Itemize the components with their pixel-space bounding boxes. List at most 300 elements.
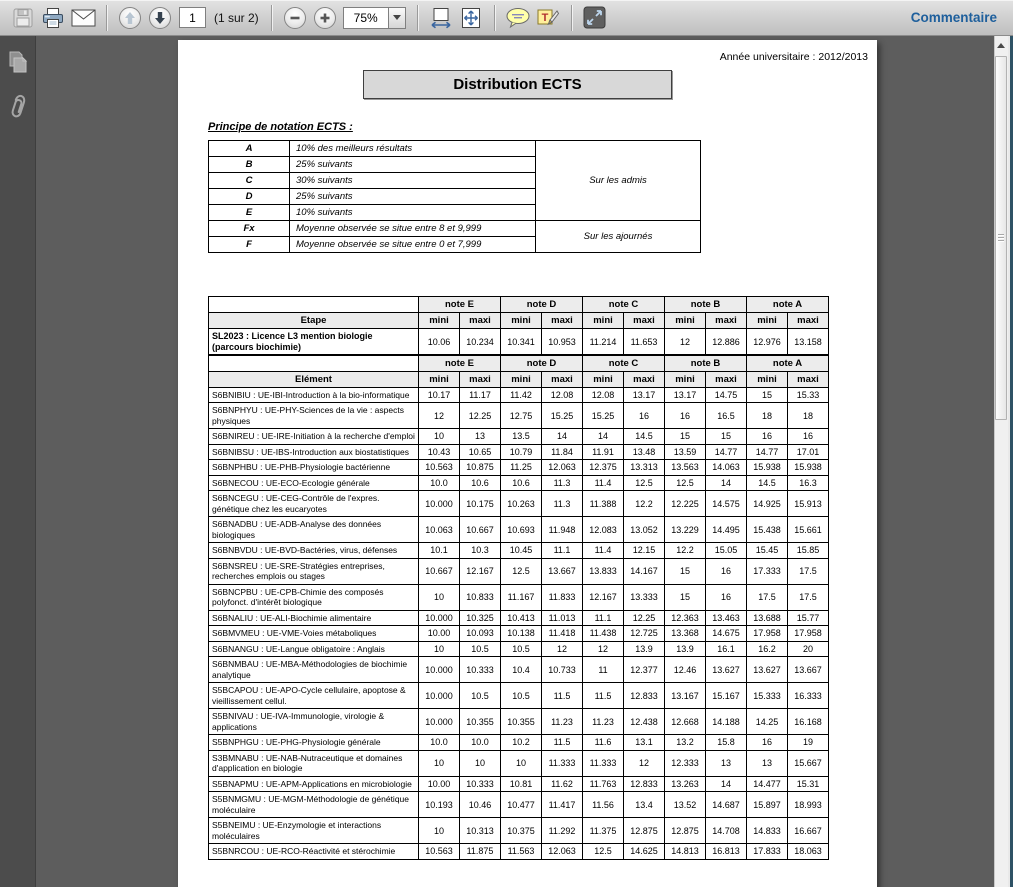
grade-value-cell: 13.2 bbox=[665, 735, 706, 751]
blank-cell bbox=[209, 355, 419, 371]
grade-value-cell: 12.25 bbox=[624, 610, 665, 626]
grade-value-cell: 11.292 bbox=[542, 818, 583, 844]
grade-value-cell: 10 bbox=[419, 429, 460, 445]
grade-value-cell: 11.23 bbox=[542, 709, 583, 735]
print-button[interactable] bbox=[40, 4, 66, 32]
page-thumbnails-button[interactable] bbox=[0, 46, 36, 80]
grade-value-cell: 15.897 bbox=[747, 792, 788, 818]
grade-letter: Fx bbox=[209, 221, 290, 237]
grade-value-cell: 11.1 bbox=[583, 610, 624, 626]
maxi-header: maxi bbox=[624, 371, 665, 387]
grade-value-cell: 15.938 bbox=[788, 460, 829, 476]
grade-value-cell: 11.653 bbox=[624, 329, 665, 356]
grade-value-cell: 11.333 bbox=[583, 750, 624, 776]
grade-value-cell: 12 bbox=[583, 641, 624, 657]
grade-value-cell: 14.477 bbox=[747, 776, 788, 792]
element-label: S6BNIREU : UE-IRE-Initiation à la recherche d'emploi bbox=[209, 429, 419, 445]
grade-value-cell: 10 bbox=[419, 641, 460, 657]
grade-value-cell: 10.5 bbox=[501, 641, 542, 657]
grade-value-cell: 16.3 bbox=[788, 475, 829, 491]
maxi-header: maxi bbox=[542, 313, 583, 329]
element-row bbox=[209, 709, 829, 735]
grade-value-cell: 15 bbox=[706, 429, 747, 445]
grade-value-cell: 11.4 bbox=[583, 475, 624, 491]
grade-value-cell: 11.375 bbox=[583, 818, 624, 844]
mini-header: mini bbox=[747, 371, 788, 387]
etape-header-row bbox=[209, 313, 829, 329]
grade-value-cell: 16 bbox=[747, 735, 788, 751]
grade-value-cell: 11.1 bbox=[542, 543, 583, 559]
note-a-header: note A bbox=[747, 355, 829, 371]
grade-value-cell: 13.158 bbox=[788, 329, 829, 356]
previous-page-button[interactable] bbox=[117, 4, 143, 32]
grade-value-cell: 16.667 bbox=[788, 818, 829, 844]
element-row bbox=[209, 475, 829, 491]
mini-header: mini bbox=[419, 313, 460, 329]
grade-value-cell: 14.925 bbox=[747, 491, 788, 517]
grade-value-cell: 11.91 bbox=[583, 444, 624, 460]
grade-value-cell: 14 bbox=[706, 776, 747, 792]
next-page-icon bbox=[153, 11, 167, 25]
grade-value-cell: 12.167 bbox=[583, 584, 624, 610]
grade-value-cell: 12 bbox=[419, 403, 460, 429]
zoom-dropdown-button[interactable] bbox=[389, 7, 406, 29]
grade-value-cell: 13.688 bbox=[747, 610, 788, 626]
mini-header: mini bbox=[501, 371, 542, 387]
element-label: S6BNSREU : UE-SRE-Stratégies entreprises, recherches emplois ou stages bbox=[209, 558, 419, 584]
maxi-header: maxi bbox=[460, 371, 501, 387]
note-header-row bbox=[209, 355, 829, 371]
grade-value-cell: 10.667 bbox=[460, 517, 501, 543]
element-label: S5BCAPOU : UE-APO-Cycle cellulaire, apoptose & vieillissement cellul. bbox=[209, 683, 419, 709]
grade-value-cell: 11.5 bbox=[583, 683, 624, 709]
grade-value-cell: 12.377 bbox=[624, 657, 665, 683]
grade-value-cell: 11.3 bbox=[542, 491, 583, 517]
element-row bbox=[209, 844, 829, 860]
failed-scope-cell: Sur les ajournés bbox=[536, 221, 701, 253]
notation-row bbox=[209, 141, 701, 157]
element-row bbox=[209, 657, 829, 683]
grade-value-cell: 14.77 bbox=[747, 444, 788, 460]
grade-value-cell: 12.725 bbox=[624, 626, 665, 642]
grade-value-cell: 16 bbox=[624, 403, 665, 429]
element-label: S5BNRCOU : UE-RCO-Réactivité et stérochimie bbox=[209, 844, 419, 860]
zoom-in-icon bbox=[319, 12, 331, 24]
element-label: S5BNEIMU : UE-Enzymologie et interactions moléculaires bbox=[209, 818, 419, 844]
next-page-button[interactable] bbox=[147, 4, 173, 32]
fullscreen-icon bbox=[583, 6, 606, 29]
grade-value-cell: 13.463 bbox=[706, 610, 747, 626]
grade-value-cell: 11.875 bbox=[460, 844, 501, 860]
grade-value-cell: 13.9 bbox=[624, 641, 665, 657]
grade-value-cell: 15.167 bbox=[706, 683, 747, 709]
grade-value-cell: 10.413 bbox=[501, 610, 542, 626]
grade-value-cell: 13.48 bbox=[624, 444, 665, 460]
svg-text:T: T bbox=[541, 11, 549, 24]
grade-value-cell: 16.1 bbox=[706, 641, 747, 657]
grade-value-cell: 13.52 bbox=[665, 792, 706, 818]
fullscreen-button[interactable] bbox=[582, 4, 608, 32]
grade-value-cell: 10.325 bbox=[460, 610, 501, 626]
grade-description: 10% des meilleurs résultats bbox=[290, 141, 536, 157]
grade-value-cell: 10.313 bbox=[460, 818, 501, 844]
element-label: S6BNIBIU : UE-IBI-Introduction à la bio-informatique bbox=[209, 387, 419, 403]
grade-value-cell: 12.333 bbox=[665, 750, 706, 776]
grade-letter: C bbox=[209, 173, 290, 189]
grade-value-cell: 12.167 bbox=[460, 558, 501, 584]
etape-row-label: SL2023 : Licence L3 mention biologie (parcours biochimie) bbox=[209, 329, 419, 356]
grade-value-cell: 10 bbox=[419, 584, 460, 610]
grade-value-cell: 10.355 bbox=[501, 709, 542, 735]
grade-value-cell: 10.234 bbox=[460, 329, 501, 356]
grade-value-cell: 11.418 bbox=[542, 626, 583, 642]
toolbar bbox=[0, 0, 1013, 36]
grade-value-cell: 12.875 bbox=[665, 818, 706, 844]
grade-value-cell: 16.5 bbox=[706, 403, 747, 429]
element-label: S5BNIVAU : UE-IVA-Immunologie, virologie & applications bbox=[209, 709, 419, 735]
grade-value-cell: 12.2 bbox=[624, 491, 665, 517]
grade-value-cell: 13.313 bbox=[624, 460, 665, 476]
grade-value-cell: 14 bbox=[706, 475, 747, 491]
element-row bbox=[209, 444, 829, 460]
save-button[interactable] bbox=[10, 4, 36, 32]
grade-value-cell: 13.052 bbox=[624, 517, 665, 543]
grade-value-cell: 10.81 bbox=[501, 776, 542, 792]
grade-value-cell: 11.013 bbox=[542, 610, 583, 626]
toolbar-separator bbox=[571, 5, 572, 31]
toolbar-separator bbox=[417, 5, 418, 31]
element-row bbox=[209, 491, 829, 517]
grade-value-cell: 10.175 bbox=[460, 491, 501, 517]
grade-value-cell: 10.5 bbox=[460, 683, 501, 709]
text-annotation-button[interactable] bbox=[535, 4, 561, 32]
grade-value-cell: 17.5 bbox=[788, 558, 829, 584]
grade-value-cell: 12 bbox=[665, 329, 706, 356]
note-e-header: note E bbox=[419, 297, 501, 313]
grade-value-cell: 12.5 bbox=[501, 558, 542, 584]
grade-value-cell: 13 bbox=[747, 750, 788, 776]
grade-value-cell: 13.563 bbox=[665, 460, 706, 476]
admitted-scope-cell: Sur les admis bbox=[536, 141, 701, 221]
grade-value-cell: 19 bbox=[788, 735, 829, 751]
grade-value-cell: 12.063 bbox=[542, 460, 583, 476]
element-label: S6BNPHYU : UE-PHY-Sciences de la vie : aspects physiques bbox=[209, 403, 419, 429]
grade-value-cell: 10.000 bbox=[419, 657, 460, 683]
grade-value-cell: 11.948 bbox=[542, 517, 583, 543]
grade-value-cell: 11.833 bbox=[542, 584, 583, 610]
note-c-header: note C bbox=[583, 297, 665, 313]
note-e-header: note E bbox=[419, 355, 501, 371]
grade-value-cell: 16 bbox=[706, 584, 747, 610]
grade-value-cell: 11.3 bbox=[542, 475, 583, 491]
grade-value-cell: 10.79 bbox=[501, 444, 542, 460]
element-row bbox=[209, 792, 829, 818]
grade-value-cell: 10 bbox=[419, 818, 460, 844]
grade-value-cell: 14.5 bbox=[624, 429, 665, 445]
grade-value-cell: 15.85 bbox=[788, 543, 829, 559]
grade-value-cell: 12.833 bbox=[624, 683, 665, 709]
grade-value-cell: 12.15 bbox=[624, 543, 665, 559]
grade-value-cell: 13.368 bbox=[665, 626, 706, 642]
grade-value-cell: 18.993 bbox=[788, 792, 829, 818]
element-header: Elément bbox=[209, 371, 419, 387]
element-row bbox=[209, 543, 829, 559]
grade-value-cell: 11.6 bbox=[583, 735, 624, 751]
grade-description: Moyenne observée se situe entre 8 et 9,999 bbox=[290, 221, 536, 237]
grade-value-cell: 10.093 bbox=[460, 626, 501, 642]
grade-value-cell: 10.333 bbox=[460, 776, 501, 792]
notation-table bbox=[208, 140, 701, 253]
zoom-level-select[interactable] bbox=[343, 7, 406, 29]
element-header-row bbox=[209, 371, 829, 387]
element-label: S3BMNABU : UE-NAB-Nutraceutique et domaines d'application en biologie bbox=[209, 750, 419, 776]
grade-value-cell: 10.355 bbox=[460, 709, 501, 735]
fit-width-button[interactable] bbox=[428, 4, 454, 32]
grade-value-cell: 13.667 bbox=[542, 558, 583, 584]
grade-value-cell: 13.5 bbox=[501, 429, 542, 445]
element-label: S5BNAPMU : UE-APM-Applications en microbiologie bbox=[209, 776, 419, 792]
fit-page-button[interactable] bbox=[458, 4, 484, 32]
email-button[interactable] bbox=[70, 4, 96, 32]
grade-letter: A bbox=[209, 141, 290, 157]
grade-value-cell: 13.17 bbox=[624, 387, 665, 403]
grade-value-cell: 13.1 bbox=[624, 735, 665, 751]
grade-value-cell: 10.000 bbox=[419, 683, 460, 709]
grade-value-cell: 10.000 bbox=[419, 610, 460, 626]
arrow-up-icon bbox=[997, 43, 1005, 48]
grade-value-cell: 10.00 bbox=[419, 776, 460, 792]
document-title: Distribution ECTS bbox=[363, 70, 672, 99]
grade-value-cell: 12.08 bbox=[542, 387, 583, 403]
grade-value-cell: 10.6 bbox=[501, 475, 542, 491]
grade-value-cell: 10.0 bbox=[419, 735, 460, 751]
grade-letter: B bbox=[209, 157, 290, 173]
grade-value-cell: 15.913 bbox=[788, 491, 829, 517]
grade-value-cell: 13.263 bbox=[665, 776, 706, 792]
fit-page-icon bbox=[460, 7, 482, 29]
mini-header: mini bbox=[583, 313, 624, 329]
grade-value-cell: 10.875 bbox=[460, 460, 501, 476]
grade-value-cell: 10.063 bbox=[419, 517, 460, 543]
element-row bbox=[209, 818, 829, 844]
element-label: S6BNBVDU : UE-BVD-Bactéries, virus, défenses bbox=[209, 543, 419, 559]
grade-value-cell: 11.333 bbox=[542, 750, 583, 776]
element-label: S6BNMBAU : UE-MBA-Méthodologies de biochimie analytique bbox=[209, 657, 419, 683]
grade-value-cell: 11.42 bbox=[501, 387, 542, 403]
grade-value-cell: 15.45 bbox=[747, 543, 788, 559]
grade-value-cell: 11.388 bbox=[583, 491, 624, 517]
element-label: S6BNPHBU : UE-PHB-Physiologie bactérienne bbox=[209, 460, 419, 476]
grade-value-cell: 12.5 bbox=[665, 475, 706, 491]
grade-value-cell: 10.0 bbox=[419, 475, 460, 491]
grade-value-cell: 10.4 bbox=[501, 657, 542, 683]
grade-value-cell: 10.6 bbox=[460, 475, 501, 491]
grade-value-cell: 12.063 bbox=[542, 844, 583, 860]
grade-value-cell: 13.4 bbox=[624, 792, 665, 818]
fit-width-icon bbox=[430, 7, 452, 29]
mini-header: mini bbox=[419, 371, 460, 387]
maxi-header: maxi bbox=[624, 313, 665, 329]
save-icon bbox=[12, 7, 34, 29]
grade-value-cell: 10 bbox=[501, 750, 542, 776]
note-a-header: note A bbox=[747, 297, 829, 313]
grade-value-cell: 10.43 bbox=[419, 444, 460, 460]
grade-value-cell: 10.138 bbox=[501, 626, 542, 642]
grade-value-cell: 15 bbox=[665, 584, 706, 610]
grade-value-cell: 15.333 bbox=[747, 683, 788, 709]
grade-value-cell: 12.5 bbox=[583, 844, 624, 860]
grade-letter: E bbox=[209, 205, 290, 221]
grade-value-cell: 14.188 bbox=[706, 709, 747, 735]
grade-value-cell: 15.8 bbox=[706, 735, 747, 751]
grade-value-cell: 15.438 bbox=[747, 517, 788, 543]
academic-year-label: Année universitaire : 2012/2013 bbox=[719, 51, 868, 63]
grade-value-cell: 17.833 bbox=[747, 844, 788, 860]
grade-value-cell: 16 bbox=[706, 558, 747, 584]
maxi-header: maxi bbox=[788, 371, 829, 387]
print-icon bbox=[41, 7, 65, 29]
zoom-level-value: 75% bbox=[343, 7, 389, 29]
grade-value-cell: 11.17 bbox=[460, 387, 501, 403]
ects-distribution-table bbox=[208, 296, 829, 860]
grade-value-cell: 14.675 bbox=[706, 626, 747, 642]
element-label: S5BNMGMU : UE-MGM-Méthodologie de génétique moléculaire bbox=[209, 792, 419, 818]
grade-value-cell: 10.563 bbox=[419, 460, 460, 476]
grade-value-cell: 17.333 bbox=[747, 558, 788, 584]
element-row bbox=[209, 517, 829, 543]
grade-value-cell: 17.5 bbox=[788, 584, 829, 610]
grade-value-cell: 14.167 bbox=[624, 558, 665, 584]
grade-value-cell: 10.193 bbox=[419, 792, 460, 818]
mini-header: mini bbox=[747, 313, 788, 329]
element-label: S6BNADBU : UE-ADB-Analyse des données biologiques bbox=[209, 517, 419, 543]
mini-header: mini bbox=[501, 313, 542, 329]
grade-value-cell: 11.5 bbox=[542, 735, 583, 751]
page-number-input[interactable] bbox=[179, 7, 206, 28]
element-label: S6BNIBSU : UE-IBS-Introduction aux biostatistiques bbox=[209, 444, 419, 460]
vertical-scrollbar-thumb[interactable] bbox=[995, 56, 1007, 420]
grade-value-cell: 13.9 bbox=[665, 641, 706, 657]
element-row bbox=[209, 683, 829, 709]
grade-value-cell: 13.627 bbox=[706, 657, 747, 683]
grade-value-cell: 10.65 bbox=[460, 444, 501, 460]
grade-value-cell: 14.495 bbox=[706, 517, 747, 543]
grade-value-cell: 12.375 bbox=[583, 460, 624, 476]
note-header-row bbox=[209, 297, 829, 313]
grade-value-cell: 11.417 bbox=[542, 792, 583, 818]
grade-value-cell: 11.23 bbox=[583, 709, 624, 735]
grade-value-cell: 17.01 bbox=[788, 444, 829, 460]
comment-bubble-button[interactable] bbox=[505, 4, 531, 32]
grade-description: 25% suivants bbox=[290, 157, 536, 173]
mini-header: mini bbox=[665, 313, 706, 329]
grade-value-cell: 11.25 bbox=[501, 460, 542, 476]
grade-value-cell: 20 bbox=[788, 641, 829, 657]
grade-value-cell: 17.5 bbox=[747, 584, 788, 610]
grade-value-cell: 15 bbox=[665, 558, 706, 584]
grade-value-cell: 11.84 bbox=[542, 444, 583, 460]
grade-value-cell: 11.214 bbox=[583, 329, 624, 356]
etape-row bbox=[209, 329, 829, 356]
notation-heading: Principe de notation ECTS : bbox=[208, 121, 353, 133]
grade-value-cell: 15.667 bbox=[788, 750, 829, 776]
grade-value-cell: 11 bbox=[583, 657, 624, 683]
grade-value-cell: 13.59 bbox=[665, 444, 706, 460]
notation-row bbox=[209, 221, 701, 237]
element-row bbox=[209, 403, 829, 429]
grade-value-cell: 15 bbox=[665, 429, 706, 445]
comment-panel-button[interactable]: Commentaire bbox=[910, 10, 997, 25]
grade-value-cell: 12.08 bbox=[583, 387, 624, 403]
element-row bbox=[209, 776, 829, 792]
grade-value-cell: 10.000 bbox=[419, 491, 460, 517]
grade-value-cell: 14.575 bbox=[706, 491, 747, 517]
grade-value-cell: 14.687 bbox=[706, 792, 747, 818]
grade-value-cell: 12.886 bbox=[706, 329, 747, 356]
grade-value-cell: 10.46 bbox=[460, 792, 501, 818]
grade-value-cell: 14.25 bbox=[747, 709, 788, 735]
grade-value-cell: 10.667 bbox=[419, 558, 460, 584]
grade-value-cell: 10.375 bbox=[501, 818, 542, 844]
element-row bbox=[209, 626, 829, 642]
grade-value-cell: 10.45 bbox=[501, 543, 542, 559]
grade-value-cell: 12.46 bbox=[665, 657, 706, 683]
grade-value-cell: 13 bbox=[706, 750, 747, 776]
grade-value-cell: 12.438 bbox=[624, 709, 665, 735]
grade-value-cell: 14 bbox=[583, 429, 624, 445]
grade-value-cell: 10.953 bbox=[542, 329, 583, 356]
grade-value-cell: 12.75 bbox=[501, 403, 542, 429]
zoom-out-button[interactable] bbox=[282, 4, 308, 32]
grade-value-cell: 18 bbox=[747, 403, 788, 429]
maxi-header: maxi bbox=[542, 371, 583, 387]
grade-value-cell: 13.229 bbox=[665, 517, 706, 543]
page-count-label: (1 sur 2) bbox=[214, 10, 259, 25]
element-row bbox=[209, 750, 829, 776]
element-row bbox=[209, 735, 829, 751]
grade-value-cell: 15.938 bbox=[747, 460, 788, 476]
grade-value-cell: 14.833 bbox=[747, 818, 788, 844]
grade-value-cell: 10.1 bbox=[419, 543, 460, 559]
grade-value-cell: 14.77 bbox=[706, 444, 747, 460]
grade-description: 30% suivants bbox=[290, 173, 536, 189]
element-label: S6BNECOU : UE-ECO-Ecologie générale bbox=[209, 475, 419, 491]
element-row bbox=[209, 460, 829, 476]
grade-value-cell: 17.958 bbox=[747, 626, 788, 642]
grade-letter: F bbox=[209, 237, 290, 253]
blank-cell bbox=[209, 297, 419, 313]
grade-value-cell: 13.167 bbox=[665, 683, 706, 709]
grade-value-cell: 12.083 bbox=[583, 517, 624, 543]
grade-value-cell: 11.563 bbox=[501, 844, 542, 860]
attachments-button[interactable] bbox=[0, 90, 36, 124]
element-row bbox=[209, 641, 829, 657]
grade-value-cell: 16.333 bbox=[788, 683, 829, 709]
scrollbar-up-button[interactable] bbox=[995, 38, 1007, 52]
grade-value-cell: 15.25 bbox=[583, 403, 624, 429]
grade-value-cell: 16 bbox=[788, 429, 829, 445]
grade-value-cell: 15.05 bbox=[706, 543, 747, 559]
note-b-header: note B bbox=[665, 297, 747, 313]
zoom-in-button[interactable] bbox=[312, 4, 338, 32]
grade-value-cell: 14.5 bbox=[747, 475, 788, 491]
grade-value-cell: 13.17 bbox=[665, 387, 706, 403]
grade-value-cell: 15.77 bbox=[788, 610, 829, 626]
text-annotation-icon bbox=[536, 7, 560, 29]
grade-value-cell: 10.000 bbox=[419, 709, 460, 735]
grade-value-cell: 11.56 bbox=[583, 792, 624, 818]
grade-value-cell: 13.833 bbox=[583, 558, 624, 584]
